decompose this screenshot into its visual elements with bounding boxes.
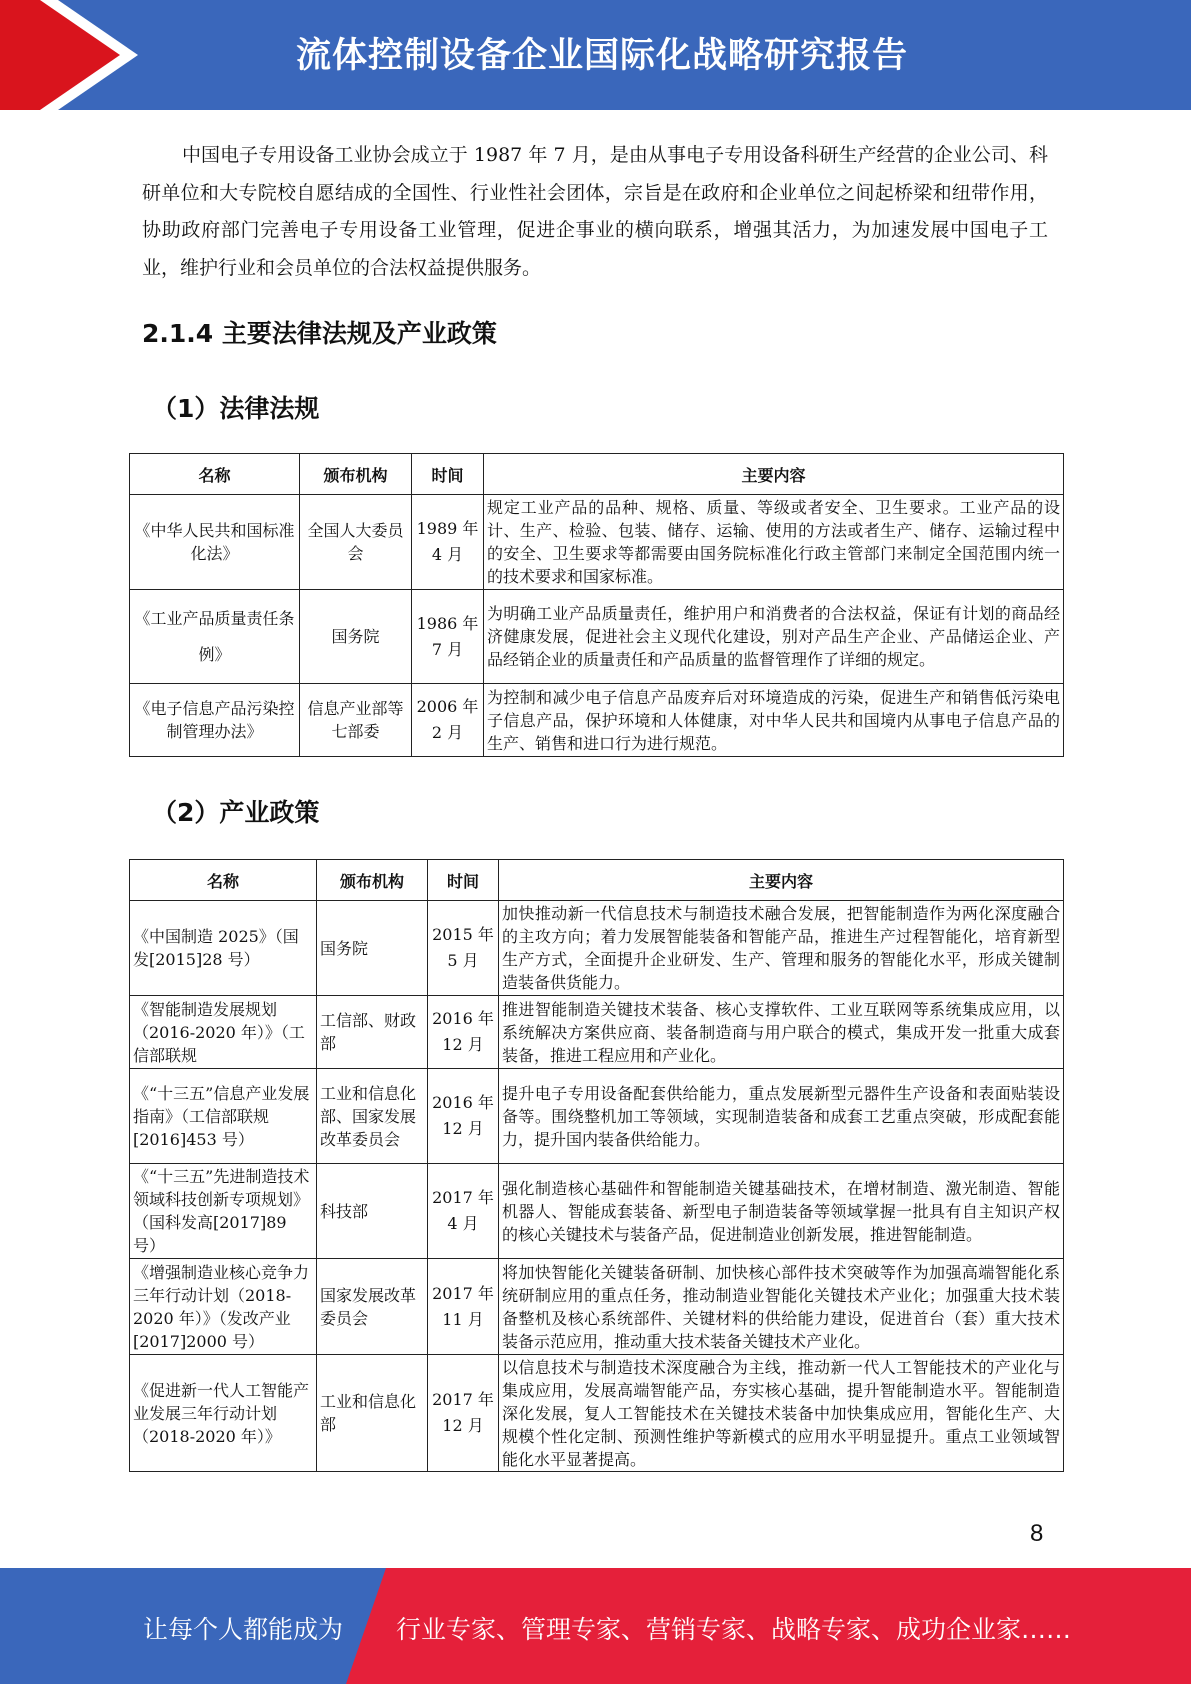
law-content: 为明确工业产品质量责任，维护用户和消费者的合法权益，保证有计划的商品经济健康发展，促进社会主义现代化建设，别对产品生产企业、产品储运企业、产品经销企业的质量责任和产品质量的监督管理作了详细的规定。 <box>484 590 1064 684</box>
law-agency: 信息产业部等七部委 <box>300 684 412 757</box>
col-header-name: 名称 <box>130 454 300 495</box>
policy-time: 2017 年 12 月 <box>428 1355 499 1472</box>
table-row <box>130 1355 1064 1472</box>
chevron-arrow-icon <box>0 0 190 110</box>
table-row <box>130 996 1064 1069</box>
law-agency: 全国人大委员会 <box>300 495 412 590</box>
table-row <box>130 901 1064 996</box>
law-content: 规定工业产品的品种、规格、质量、等级或者安全、卫生要求。工业产品的设计、生产、检验、包装、储存、运输、使用的方法或者生产、储存、运输过程中的安全、卫生要求等都需要由国务院标准化行政主管部门来制定全国范围内统一的技术要求和国家标准。 <box>484 495 1064 590</box>
policy-time: 2016 年 12 月 <box>428 996 499 1069</box>
table-row <box>130 684 1064 757</box>
policies-table <box>129 859 1064 1472</box>
laws-table <box>129 453 1064 757</box>
policy-agency: 国务院 <box>317 901 428 996</box>
table-row <box>130 1164 1064 1259</box>
policy-time: 2017 年 11 月 <box>428 1259 499 1355</box>
col-header-agency: 颁布机构 <box>300 454 412 495</box>
policies-heading: （2）产业政策 <box>152 798 320 827</box>
law-time: 1986 年 7 月 <box>412 590 484 684</box>
policy-name: 《增强制造业核心竞争力三年行动计划（2018-2020 年）》（发改产业[2017]2000 号） <box>130 1259 317 1355</box>
policy-content: 加快推动新一代信息技术与制造技术融合发展，把智能制造作为两化深度融合的主攻方向；着力发展智能装备和智能产品，推进生产过程智能化，培育新型生产方式，全面提升企业研发、生产、管理和服务的智能化水平，形成关键制造装备供货能力。 <box>499 901 1064 996</box>
policy-agency: 工信部、财政部 <box>317 996 428 1069</box>
law-time: 2006 年 2 月 <box>412 684 484 757</box>
col-header-time: 时间 <box>412 454 484 495</box>
laws-heading: （1）法律法规 <box>152 394 320 423</box>
policy-agency: 科技部 <box>317 1164 428 1259</box>
policy-agency: 工业和信息化部 <box>317 1355 428 1472</box>
report-title: 流体控制设备企业国际化战略研究报告 <box>296 36 909 76</box>
col-header-agency: 颁布机构 <box>317 860 428 901</box>
law-name: 《工业产品质量责任条例》 <box>130 590 300 684</box>
table-row <box>130 1069 1064 1164</box>
footer-slogan-right: 行业专家、管理专家、营销专家、战略专家、成功企业家…… <box>396 1615 1072 1644</box>
policy-content: 将加快智能化关键装备研制、加快核心部件技术突破等作为加强高端智能化系统研制应用的重点任务，推动制造业智能化关键技术产业化；加强重大技术装备整机及核心系统部件、关键材料的供给能力建设，促进首台（套）重大技术装备示范应用，推动重大技术装备关键技术产业化。 <box>499 1259 1064 1355</box>
section-heading: 2.1.4 主要法律法规及产业政策 <box>142 319 497 348</box>
law-time: 1989 年 4 月 <box>412 495 484 590</box>
policy-content: 强化制造核心基础件和智能制造关键基础技术，在增材制造、激光制造、智能机器人、智能成套装备、新型电子制造装备等领域掌握一批具有自主知识产权的核心关键技术与装备产品，促进制造业创新发展，推进智能制造。 <box>499 1164 1064 1259</box>
policy-time: 2017 年 4 月 <box>428 1164 499 1259</box>
page-header <box>0 0 1191 110</box>
policy-name: 《促进新一代人工智能产业发展三年行动计划（2018-2020 年）》 <box>130 1355 317 1472</box>
law-content: 为控制和减少电子信息产品废弃后对环境造成的污染，促进生产和销售低污染电子信息产品，保护环境和人体健康，对中华人民共和国境内从事电子信息产品的生产、销售和进口行为进行规范。 <box>484 684 1064 757</box>
policy-time: 2016 年 12 月 <box>428 1069 499 1164</box>
policy-agency: 国家发展改革委员会 <box>317 1259 428 1355</box>
policy-content: 提升电子专用设备配套供给能力，重点发展新型元器件生产设备和表面贴装设备等。围绕整机加工等领域，实现制造装备和成套工艺重点突破，形成配套能力，提升国内装备供给能力。 <box>499 1069 1064 1164</box>
intro-paragraph: 中国电子专用设备工业协会成立于 1987 年 7 月，是由从事电子专用设备科研生产经营的企业公司、科研单位和大专院校自愿结成的全国性、行业性社会团体，宗旨是在政府和企业单位之间起桥梁和纽带作用，协助政府部门完善电子专用设备工业管理，促进企事业的横向联系，增强其活力，为加速发展中国电子工业，维护行业和会员单位的合法权益提供服务。 <box>142 144 1048 279</box>
policy-name: 《“十三五”先进制造技术领域科技创新专项规划》（国科发高[2017]89 号） <box>130 1164 317 1259</box>
policy-agency: 工业和信息化部、国家发展改革委员会 <box>317 1069 428 1164</box>
policy-content: 推进智能制造关键技术装备、核心支撑软件、工业互联网等系统集成应用，以系统解决方案供应商、装备制造商与用户联合的模式，集成开发一批重大成套装备，推进工程应用和产业化。 <box>499 996 1064 1069</box>
col-header-content: 主要内容 <box>484 454 1064 495</box>
law-name: 《中华人民共和国标准化法》 <box>130 495 300 590</box>
page-footer <box>0 1568 1191 1684</box>
table-header-row <box>130 454 1064 495</box>
law-name: 《电子信息产品污染控制管理办法》 <box>130 684 300 757</box>
table-row <box>130 1259 1064 1355</box>
page-number: 8 <box>1030 1520 1044 1547</box>
table-row <box>130 495 1064 590</box>
law-agency: 国务院 <box>300 590 412 684</box>
table-row <box>130 590 1064 684</box>
policy-name: 《“十三五”信息产业发展指南》（工信部联规[2016]453 号） <box>130 1069 317 1164</box>
policy-name: 《中国制造 2025》（国 发[2015]28 号） <box>130 901 317 996</box>
policy-content: 以信息技术与制造技术深度融合为主线，推动新一代人工智能技术的产业化与集成应用，发展高端智能产品，夯实核心基础，提升智能制造水平。智能制造深化发展，复人工智能技术在关键技术装备中加快集成应用，智能化生产、大规模个性化定制、预测性维护等新模式的应用水平明显提升。重点工业领域智能化水平显著提高。 <box>499 1355 1064 1472</box>
policy-name: 《智能制造发展规划（2016-2020 年）》（工 信部联规 <box>130 996 317 1069</box>
col-header-content: 主要内容 <box>499 860 1064 901</box>
policy-time: 2015 年 5 月 <box>428 901 499 996</box>
col-header-time: 时间 <box>428 860 499 901</box>
col-header-name: 名称 <box>130 860 317 901</box>
footer-slogan-left: 让每个人都能成为 <box>143 1615 344 1644</box>
table-header-row <box>130 860 1064 901</box>
